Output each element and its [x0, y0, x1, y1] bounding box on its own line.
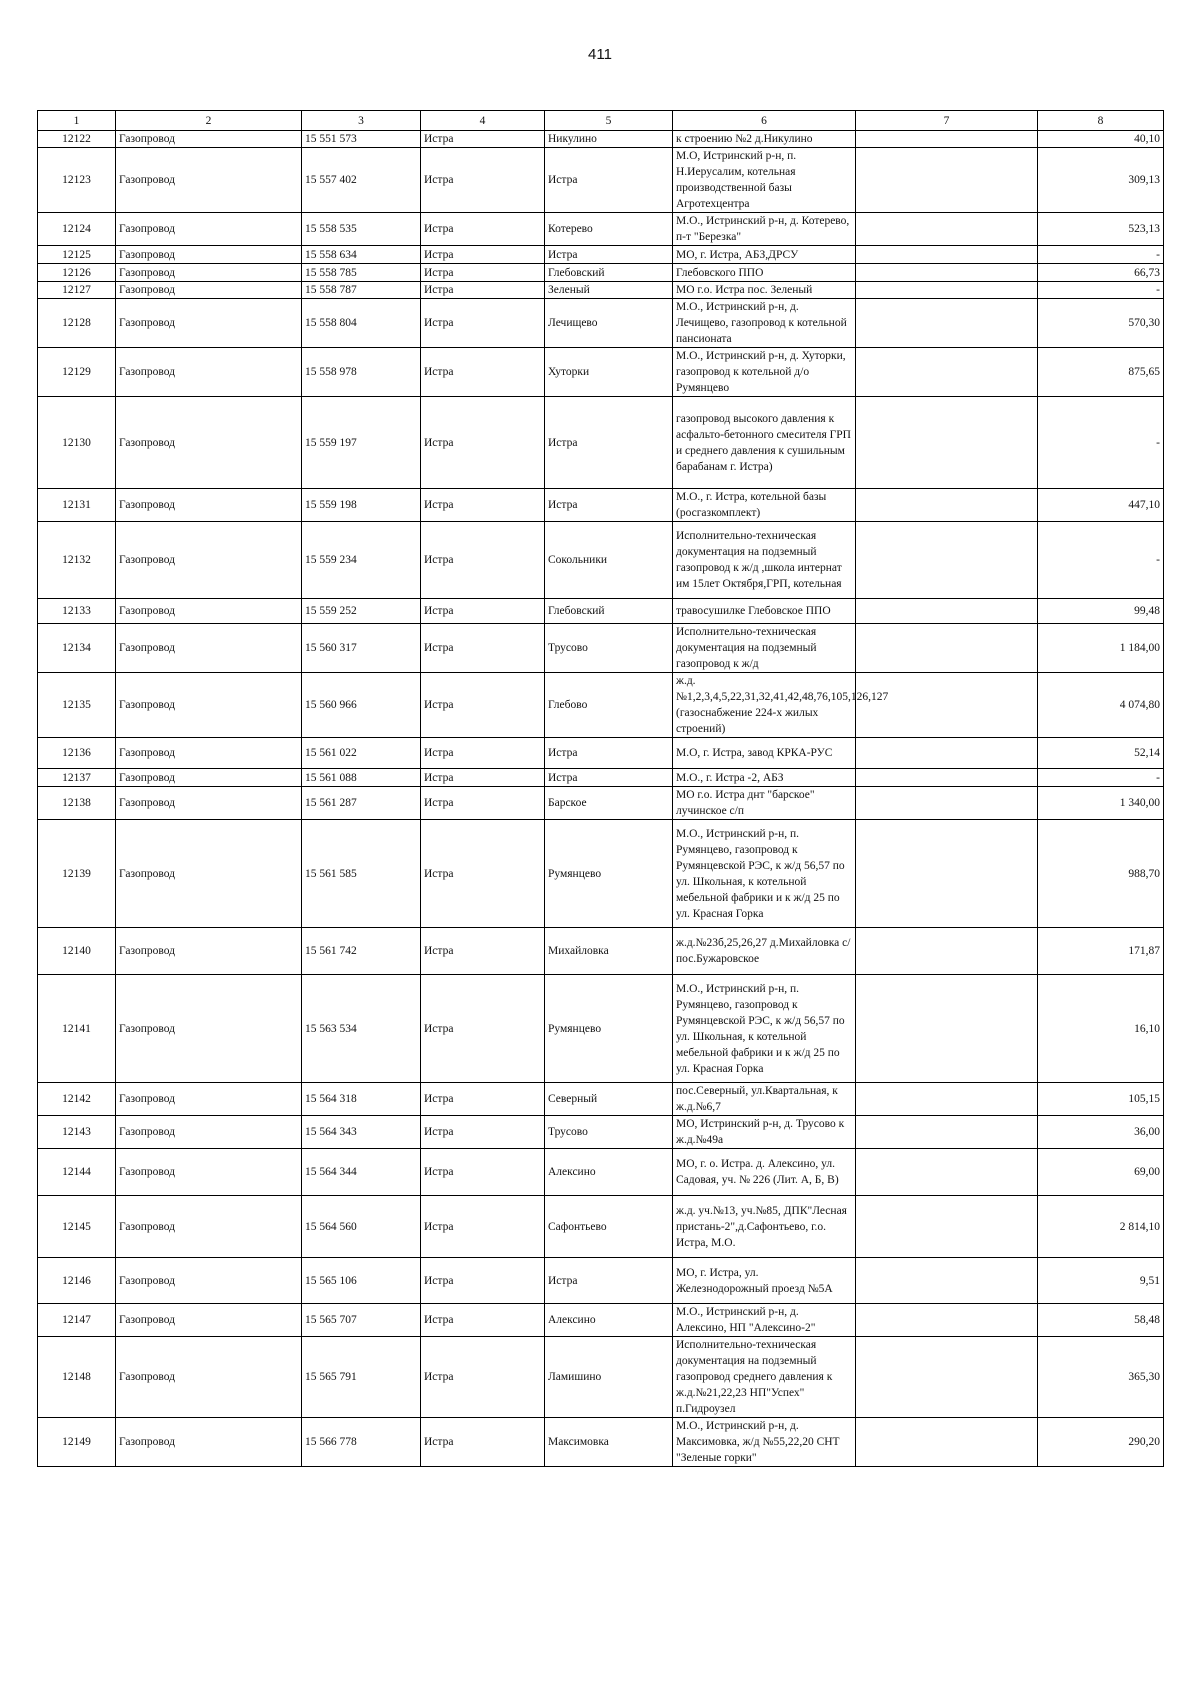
object-type: Газопровод: [116, 1337, 302, 1418]
row-number: 12130: [38, 397, 116, 489]
page-number: 411: [588, 46, 612, 63]
column-7-cell: [856, 213, 1038, 246]
locality: Глебовский: [545, 264, 673, 282]
length-value: 4 074,80: [1038, 673, 1164, 738]
locality: Сокольники: [545, 522, 673, 599]
address: пос.Северный, ул.Квартальная, к ж.д.№6,7: [673, 1083, 856, 1116]
locality: Румянцево: [545, 820, 673, 928]
table-row: [38, 1083, 1164, 1116]
object-type: Газопровод: [116, 397, 302, 489]
inventory-code: 15 559 234: [302, 522, 421, 599]
column-7-cell: [856, 673, 1038, 738]
inventory-code: 15 559 197: [302, 397, 421, 489]
column-header: 5: [545, 111, 673, 131]
inventory-code: 15 558 804: [302, 299, 421, 348]
column-7-cell: [856, 282, 1038, 299]
row-number: 12141: [38, 975, 116, 1083]
locality: Северный: [545, 1083, 673, 1116]
table-row: [38, 264, 1164, 282]
table-row: [38, 299, 1164, 348]
address: М.О, Истринский р-н, п. Н.Иерусалим, котельная производственной базы Агротехцентра: [673, 148, 856, 213]
column-7-cell: [856, 1149, 1038, 1196]
column-7-cell: [856, 264, 1038, 282]
row-number: 12133: [38, 599, 116, 624]
row-number: 12123: [38, 148, 116, 213]
table-row: [38, 348, 1164, 397]
address: Исполнительно-техническая документация на подземный газопровод среднего давления к ж.д.№21,22,23 НП"Успех" п.Гидроузел: [673, 1337, 856, 1418]
row-number: 12147: [38, 1304, 116, 1337]
column-7-cell: [856, 489, 1038, 522]
inventory-code: 15 561 585: [302, 820, 421, 928]
object-type: Газопровод: [116, 738, 302, 769]
district: Истра: [421, 820, 545, 928]
inventory-code: 15 558 634: [302, 246, 421, 264]
table-row: [38, 489, 1164, 522]
locality: Истра: [545, 1258, 673, 1304]
address: М.О., Истринский р-н, п. Румянцево, газопровод к Румянцевской РЭС, к ж/д 56,57 по ул. Школьная, к котельной мебельной фабрики и к ж/д 25 по ул. Красная Горка: [673, 820, 856, 928]
locality: Истра: [545, 148, 673, 213]
object-type: Газопровод: [116, 1083, 302, 1116]
table-row: [38, 624, 1164, 673]
inventory-code: 15 560 317: [302, 624, 421, 673]
address: травосушилке Глебовское ППО: [673, 599, 856, 624]
inventory-code: 15 566 778: [302, 1418, 421, 1467]
length-value: 66,73: [1038, 264, 1164, 282]
column-7-cell: [856, 148, 1038, 213]
inventory-code: 15 565 791: [302, 1337, 421, 1418]
table-row: [38, 673, 1164, 738]
inventory-code: 15 561 287: [302, 787, 421, 820]
row-number: 12134: [38, 624, 116, 673]
address: М.О., Истринский р-н, п. Румянцево, газопровод к Румянцевской РЭС, к ж/д 56,57 по ул. Школьная, к котельной мебельной фабрики и к ж/д 25 по ул. Красная Горка: [673, 975, 856, 1083]
inventory-code: 15 564 344: [302, 1149, 421, 1196]
district: Истра: [421, 489, 545, 522]
length-value: 447,10: [1038, 489, 1164, 522]
locality: Хуторки: [545, 348, 673, 397]
row-number: 12129: [38, 348, 116, 397]
object-type: Газопровод: [116, 1116, 302, 1149]
table-row: [38, 522, 1164, 599]
table-row: [38, 1149, 1164, 1196]
table-row: [38, 1258, 1164, 1304]
column-7-cell: [856, 975, 1038, 1083]
object-type: Газопровод: [116, 282, 302, 299]
length-value: -: [1038, 282, 1164, 299]
inventory-code: 15 558 535: [302, 213, 421, 246]
address: М.О., Истринский р-н, д. Лечищево, газопровод к котельной пансионата: [673, 299, 856, 348]
row-number: 12135: [38, 673, 116, 738]
row-number: 12128: [38, 299, 116, 348]
address: Исполнительно-техническая документация на подземный газопровод к ж/д: [673, 624, 856, 673]
column-header: 1: [38, 111, 116, 131]
object-type: Газопровод: [116, 299, 302, 348]
table-row: [38, 820, 1164, 928]
inventory-code: 15 564 343: [302, 1116, 421, 1149]
table-row: [38, 397, 1164, 489]
district: Истра: [421, 769, 545, 787]
table-row: [38, 1304, 1164, 1337]
object-type: Газопровод: [116, 599, 302, 624]
inventory-code: 15 551 573: [302, 131, 421, 148]
object-type: Газопровод: [116, 673, 302, 738]
column-7-cell: [856, 599, 1038, 624]
address: МО, г. Истра, АБЗ,ДРСУ: [673, 246, 856, 264]
length-value: 9,51: [1038, 1258, 1164, 1304]
table-row: [38, 131, 1164, 148]
length-value: -: [1038, 397, 1164, 489]
inventory-code: 15 558 785: [302, 264, 421, 282]
table-row: [38, 213, 1164, 246]
length-value: 99,48: [1038, 599, 1164, 624]
locality: Трусово: [545, 1116, 673, 1149]
column-7-cell: [856, 1304, 1038, 1337]
row-number: 12148: [38, 1337, 116, 1418]
length-value: 290,20: [1038, 1418, 1164, 1467]
district: Истра: [421, 1196, 545, 1258]
row-number: 12131: [38, 489, 116, 522]
object-type: Газопровод: [116, 348, 302, 397]
column-7-cell: [856, 522, 1038, 599]
length-value: 52,14: [1038, 738, 1164, 769]
column-7-cell: [856, 1083, 1038, 1116]
column-7-cell: [856, 787, 1038, 820]
table-row: [38, 975, 1164, 1083]
column-7-cell: [856, 1337, 1038, 1418]
inventory-code: 15 560 966: [302, 673, 421, 738]
column-7-cell: [856, 769, 1038, 787]
district: Истра: [421, 1258, 545, 1304]
address: М.О., Истринский р-н, д. Котерево, п-т "Березка": [673, 213, 856, 246]
address: ж.д.№1,2,3,4,5,22,31,32,41,42,48,76,105,126,127 (газоснабжение 224-х жилых строений): [673, 673, 856, 738]
column-7-cell: [856, 1418, 1038, 1467]
row-number: 12125: [38, 246, 116, 264]
locality: Михайловка: [545, 928, 673, 975]
length-value: 40,10: [1038, 131, 1164, 148]
locality: Барское: [545, 787, 673, 820]
length-value: 875,65: [1038, 348, 1164, 397]
locality: Ламишино: [545, 1337, 673, 1418]
length-value: 1 184,00: [1038, 624, 1164, 673]
district: Истра: [421, 522, 545, 599]
address: М.О., Истринский р-н, д. Хуторки, газопровод к котельной д/о Румянцево: [673, 348, 856, 397]
length-value: 69,00: [1038, 1149, 1164, 1196]
length-value: -: [1038, 246, 1164, 264]
column-header: 2: [116, 111, 302, 131]
row-number: 12145: [38, 1196, 116, 1258]
district: Истра: [421, 1083, 545, 1116]
object-type: Газопровод: [116, 213, 302, 246]
row-number: 12138: [38, 787, 116, 820]
district: Истра: [421, 1418, 545, 1467]
locality: Глебовский: [545, 599, 673, 624]
table-row: [38, 148, 1164, 213]
address: М.О, г. Истра, завод КРКА-РУС: [673, 738, 856, 769]
inventory-code: 15 564 318: [302, 1083, 421, 1116]
row-number: 12142: [38, 1083, 116, 1116]
address: к строению №2 д.Никулино: [673, 131, 856, 148]
length-value: 105,15: [1038, 1083, 1164, 1116]
length-value: 1 340,00: [1038, 787, 1164, 820]
district: Истра: [421, 246, 545, 264]
locality: Сафонтьево: [545, 1196, 673, 1258]
length-value: 58,48: [1038, 1304, 1164, 1337]
inventory-code: 15 564 560: [302, 1196, 421, 1258]
inventory-code: 15 559 252: [302, 599, 421, 624]
length-value: 36,00: [1038, 1116, 1164, 1149]
district: Истра: [421, 1116, 545, 1149]
address: газопровод высокого давления к асфальто-бетонного смесителя ГРП и среднего давления к сушильным барабанам г. Истра): [673, 397, 856, 489]
row-number: 12126: [38, 264, 116, 282]
district: Истра: [421, 348, 545, 397]
row-number: 12132: [38, 522, 116, 599]
column-7-cell: [856, 348, 1038, 397]
address: М.О., Истринский р-н, д. Максимовка, ж/д №55,22,20 СНТ "Зеленые горки": [673, 1418, 856, 1467]
column-7-cell: [856, 246, 1038, 264]
row-number: 12127: [38, 282, 116, 299]
length-value: -: [1038, 522, 1164, 599]
address: М.О., г. Истра -2, АБЗ: [673, 769, 856, 787]
column-7-cell: [856, 1116, 1038, 1149]
row-number: 12124: [38, 213, 116, 246]
table-row: [38, 769, 1164, 787]
address: МО, Истринский р-н, д. Трусово к ж.д.№49а: [673, 1116, 856, 1149]
locality: Глебово: [545, 673, 673, 738]
length-value: 309,13: [1038, 148, 1164, 213]
object-type: Газопровод: [116, 975, 302, 1083]
column-7-cell: [856, 131, 1038, 148]
district: Истра: [421, 975, 545, 1083]
table-row: [38, 1418, 1164, 1467]
row-number: 12122: [38, 131, 116, 148]
district: Истра: [421, 397, 545, 489]
object-type: Газопровод: [116, 131, 302, 148]
row-number: 12137: [38, 769, 116, 787]
inventory-code: 15 561 088: [302, 769, 421, 787]
district: Истра: [421, 928, 545, 975]
object-type: Газопровод: [116, 246, 302, 264]
object-type: Газопровод: [116, 1196, 302, 1258]
district: Истра: [421, 131, 545, 148]
object-type: Газопровод: [116, 769, 302, 787]
row-number: 12144: [38, 1149, 116, 1196]
locality: Истра: [545, 769, 673, 787]
column-7-cell: [856, 299, 1038, 348]
object-type: Газопровод: [116, 489, 302, 522]
locality: Никулино: [545, 131, 673, 148]
locality: Истра: [545, 489, 673, 522]
locality: Румянцево: [545, 975, 673, 1083]
length-value: 988,70: [1038, 820, 1164, 928]
address: МО, г. Истра, ул. Железнодорожный проезд №5А: [673, 1258, 856, 1304]
locality: Истра: [545, 246, 673, 264]
locality: Зеленый: [545, 282, 673, 299]
district: Истра: [421, 1149, 545, 1196]
column-7-cell: [856, 397, 1038, 489]
length-value: 171,87: [1038, 928, 1164, 975]
registry-table: [37, 110, 1164, 1467]
inventory-code: 15 558 787: [302, 282, 421, 299]
table-row: [38, 282, 1164, 299]
column-header: 6: [673, 111, 856, 131]
length-value: 2 814,10: [1038, 1196, 1164, 1258]
column-header: 8: [1038, 111, 1164, 131]
district: Истра: [421, 213, 545, 246]
district: Истра: [421, 738, 545, 769]
row-number: 12140: [38, 928, 116, 975]
object-type: Газопровод: [116, 624, 302, 673]
row-number: 12136: [38, 738, 116, 769]
district: Истра: [421, 264, 545, 282]
inventory-code: 15 559 198: [302, 489, 421, 522]
locality: Алексино: [545, 1304, 673, 1337]
row-number: 12149: [38, 1418, 116, 1467]
inventory-code: 15 561 742: [302, 928, 421, 975]
column-7-cell: [856, 738, 1038, 769]
locality: Истра: [545, 738, 673, 769]
length-value: -: [1038, 769, 1164, 787]
object-type: Газопровод: [116, 1418, 302, 1467]
district: Истра: [421, 624, 545, 673]
address: МО, г. о. Истра. д. Алексино, ул. Садовая, уч. № 226 (Лит. А, Б, В): [673, 1149, 856, 1196]
object-type: Газопровод: [116, 264, 302, 282]
district: Истра: [421, 1304, 545, 1337]
length-value: 365,30: [1038, 1337, 1164, 1418]
address: МО г.о. Истра днт "барское" лучинское с/п: [673, 787, 856, 820]
inventory-code: 15 561 022: [302, 738, 421, 769]
table-row: [38, 246, 1164, 264]
district: Истра: [421, 299, 545, 348]
inventory-code: 15 563 534: [302, 975, 421, 1083]
locality: Истра: [545, 397, 673, 489]
table-row: [38, 599, 1164, 624]
table-row: [38, 1196, 1164, 1258]
row-number: 12146: [38, 1258, 116, 1304]
district: Истра: [421, 282, 545, 299]
column-header: 3: [302, 111, 421, 131]
address: М.О., г. Истра, котельной базы (росгазкомплект): [673, 489, 856, 522]
column-header: 4: [421, 111, 545, 131]
address: ж.д.№23б,25,26,27 д.Михайловка с/пос.Бужаровское: [673, 928, 856, 975]
locality: Котерево: [545, 213, 673, 246]
row-number: 12139: [38, 820, 116, 928]
inventory-code: 15 557 402: [302, 148, 421, 213]
address: ж.д. уч.№13, уч.№85, ДПК"Лесная пристань-2",д.Сафонтьево, г.о. Истра, М.О.: [673, 1196, 856, 1258]
length-value: 570,30: [1038, 299, 1164, 348]
district: Истра: [421, 787, 545, 820]
table-row: [38, 738, 1164, 769]
column-7-cell: [856, 928, 1038, 975]
inventory-code: 15 558 978: [302, 348, 421, 397]
object-type: Газопровод: [116, 522, 302, 599]
locality: Максимовка: [545, 1418, 673, 1467]
column-7-cell: [856, 624, 1038, 673]
length-value: 16,10: [1038, 975, 1164, 1083]
row-number: 12143: [38, 1116, 116, 1149]
district: Истра: [421, 1337, 545, 1418]
object-type: Газопровод: [116, 787, 302, 820]
object-type: Газопровод: [116, 1149, 302, 1196]
district: Истра: [421, 673, 545, 738]
locality: Алексино: [545, 1149, 673, 1196]
inventory-code: 15 565 106: [302, 1258, 421, 1304]
table-row: [38, 787, 1164, 820]
table-row: [38, 1116, 1164, 1149]
column-7-cell: [856, 1196, 1038, 1258]
object-type: Газопровод: [116, 928, 302, 975]
object-type: Газопровод: [116, 1304, 302, 1337]
address: Глебовского ППО: [673, 264, 856, 282]
address: М.О., Истринский р-н, д. Алексино, НП "Алексино-2": [673, 1304, 856, 1337]
table-row: [38, 928, 1164, 975]
length-value: 523,13: [1038, 213, 1164, 246]
table-row: [38, 1337, 1164, 1418]
address: Исполнительно-техническая документация на подземный газопровод к ж/д ,школа интернат им 15лет Октября,ГРП, котельная: [673, 522, 856, 599]
object-type: Газопровод: [116, 1258, 302, 1304]
column-7-cell: [856, 820, 1038, 928]
district: Истра: [421, 599, 545, 624]
column-number-row: [38, 111, 1164, 131]
locality: Лечищево: [545, 299, 673, 348]
district: Истра: [421, 148, 545, 213]
address: МО г.о. Истра пос. Зеленый: [673, 282, 856, 299]
column-header: 7: [856, 111, 1038, 131]
table-body: [38, 131, 1164, 1467]
object-type: Газопровод: [116, 148, 302, 213]
column-7-cell: [856, 1258, 1038, 1304]
locality: Трусово: [545, 624, 673, 673]
inventory-code: 15 565 707: [302, 1304, 421, 1337]
object-type: Газопровод: [116, 820, 302, 928]
